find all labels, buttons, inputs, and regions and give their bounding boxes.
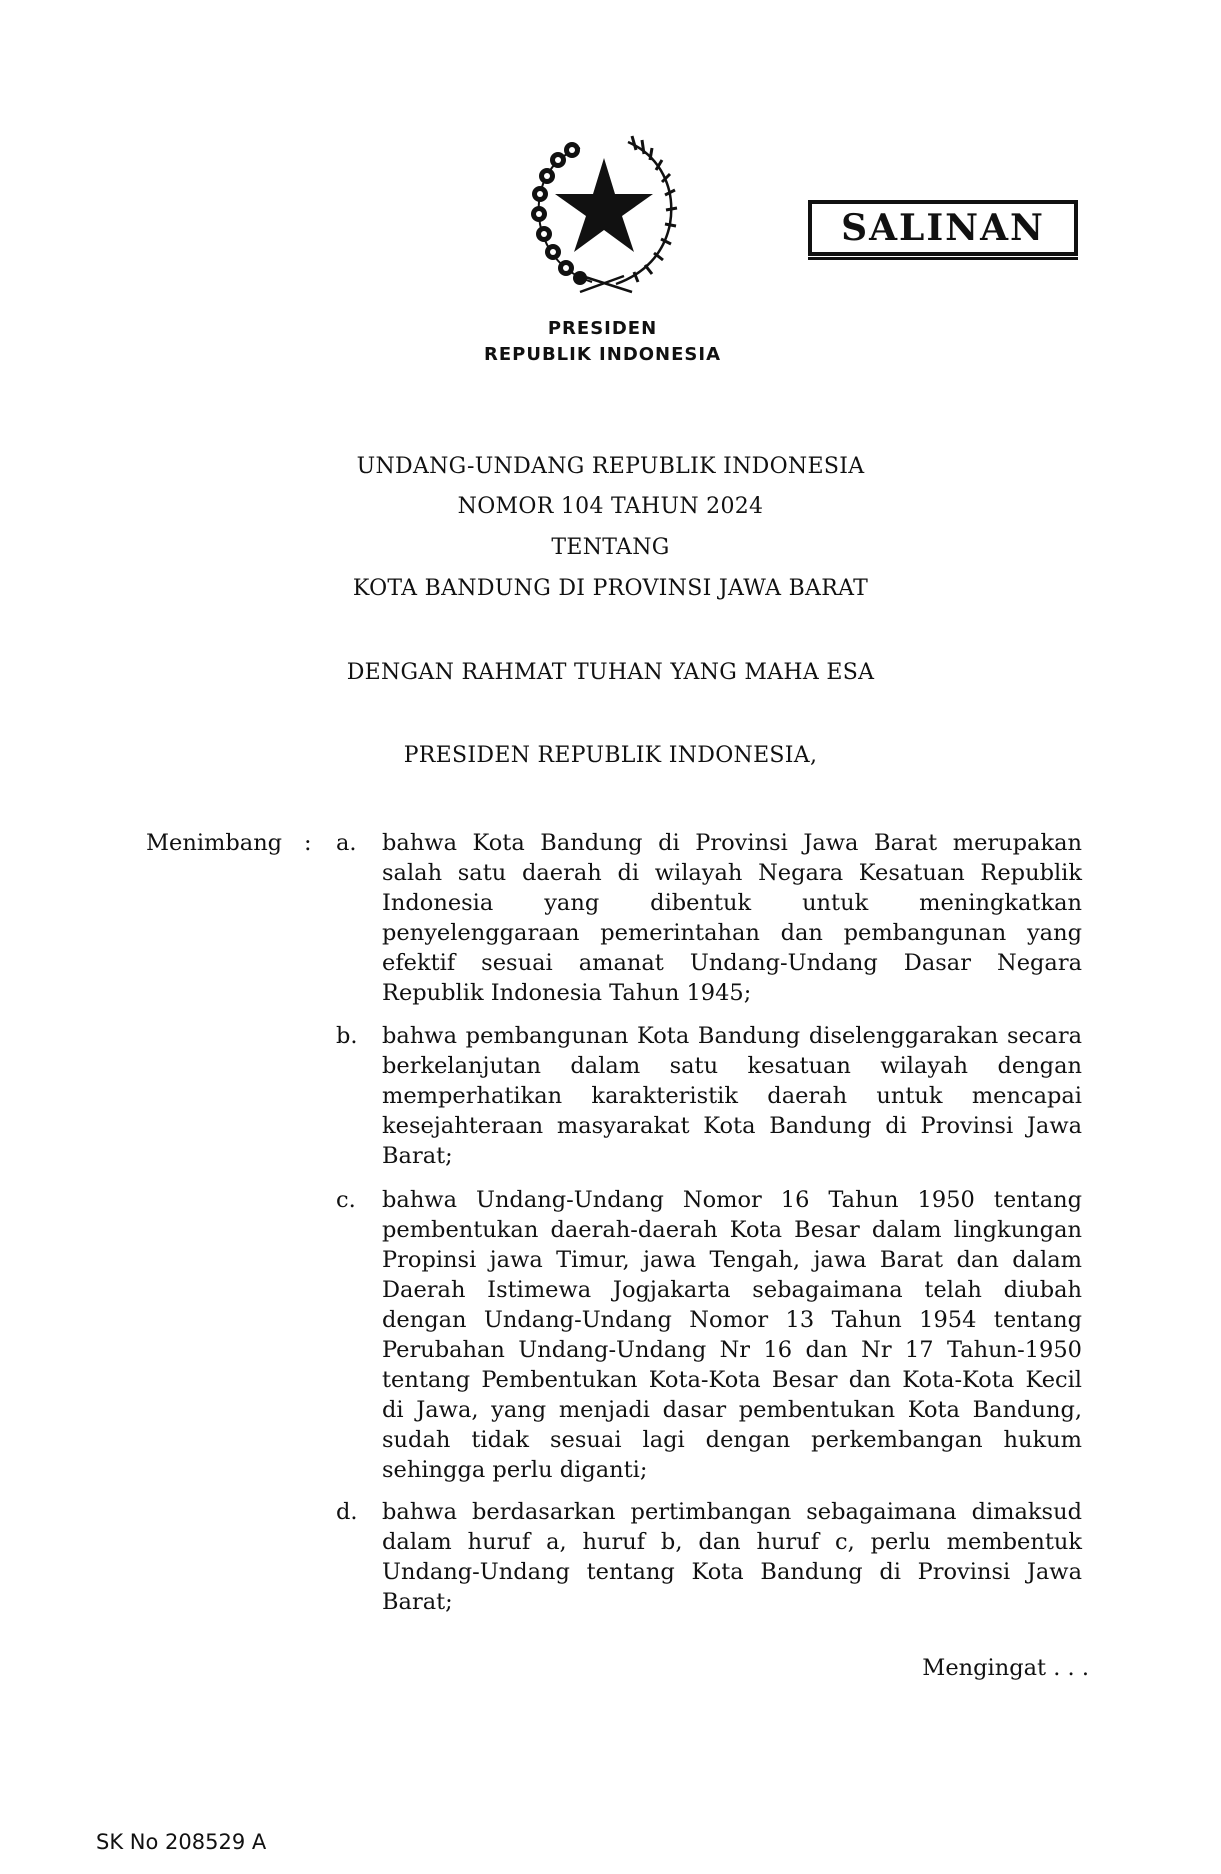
law-subject: KOTA BANDUNG DI PROVINSI JAWA BARAT [352,576,869,601]
item-text: bahwa pembangunan Kota Bandung diselenggarakan secara berkelanjutan dalam satu kesatuan wilayah dengan memperhatikan karakteristik daerah untuk mencapai kesejahteraan masyarakat Kota Bandung di Provinsi Jawa Barat; [382,1023,1082,1169]
considering-colon: : [304,830,312,856]
issuer-country: REPUBLIK INDONESIA [483,344,722,365]
item-text: bahwa Kota Bandung di Provinsi Jawa Barat merupakan salah satu daerah di wilayah Negara Kesatuan Republik Indonesia yang dibentuk untuk meningkatkan penyelenggaraan pemerintahan dan pembangunan yang efektif sesuai amanat Undang-Undang Dasar Negara Republik Indonesia Tahun 1945; [382,830,1082,1006]
law-number: NOMOR 104 TAHUN 2024 [457,494,764,519]
law-about-label: TENTANG [551,535,670,560]
item-text: bahwa berdasarkan pertimbangan sebagaimana dimaksud dalam huruf a, huruf b, dan huruf c, perlu membentuk Undang-Undang tentang Kota Bandung di Provinsi Jawa Barat; [382,1499,1082,1615]
enactor: PRESIDEN REPUBLIK INDONESIA, [403,743,818,768]
considering-label: Menimbang [146,830,283,856]
invocation: DENGAN RAHMAT TUHAN YANG MAHA ESA [346,660,875,685]
item-marker: c. [336,1187,356,1213]
salinan-stamp: SALINAN [808,200,1078,256]
law-title-line1: UNDANG-UNDANG REPUBLIK INDONESIA [356,454,865,479]
footer-code: SK No 208529 A [96,1830,267,1854]
presidential-emblem-icon [520,128,688,296]
continuation-note: Mengingat . . . [922,1655,1089,1681]
item-marker: b. [336,1023,358,1049]
item-marker: a. [336,830,357,856]
issuer-title: PRESIDEN [547,318,658,339]
item-marker: d. [336,1499,358,1525]
item-text: bahwa Undang-Undang Nomor 16 Tahun 1950 tentang pembentukan daerah-daerah Kota Besar dalam lingkungan Propinsi jawa Timur, jawa Tengah, jawa Barat dan dalam Daerah Istimewa Jogjakarta sebagaimana telah diubah dengan Undang-Undang Nomor 13 Tahun 1954 tentang Perubahan Undang-Undang Nr 16 dan Nr 17 Tahun-1950 tentang Pembentukan Kota-Kota Besar dan Kota-Kota Kecil di Jawa, yang menjadi dasar pembentukan Kota Bandung, sudah tidak sesuai lagi dengan perkembangan hukum sehingga perlu diganti; [382,1187,1082,1483]
